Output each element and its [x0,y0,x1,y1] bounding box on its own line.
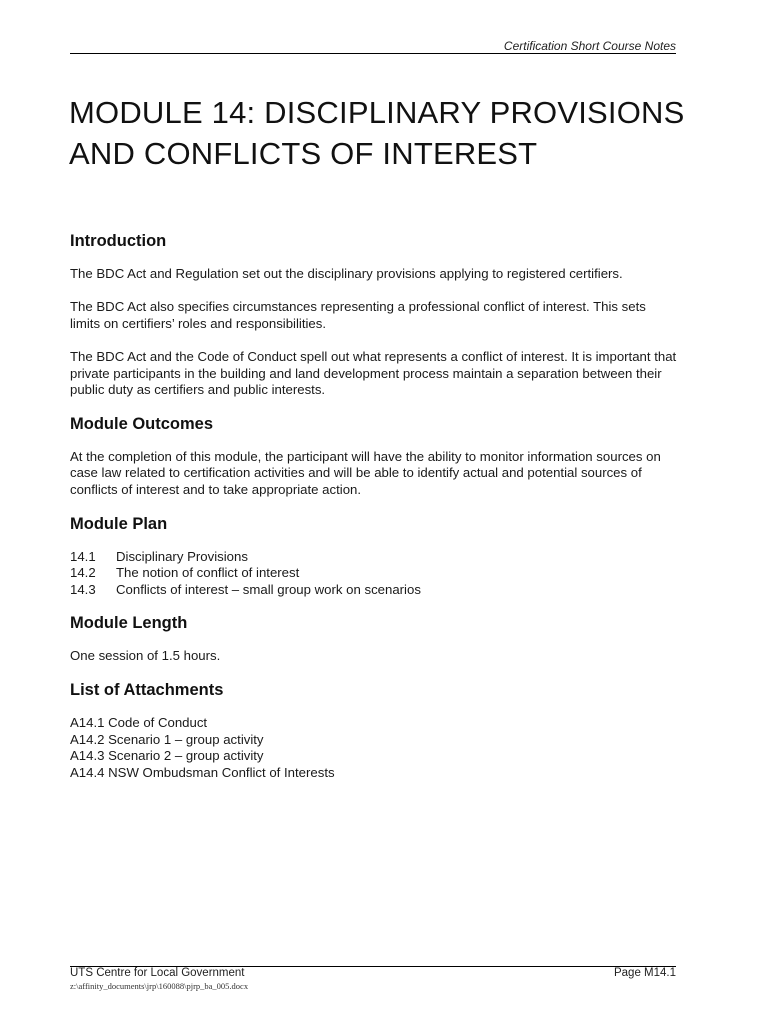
attachment-item: A14.1 Code of Conduct [70,714,208,730]
outcomes-heading: Module Outcomes [70,414,214,433]
introduction-paragraph: The BDC Act also specifies circumstances representing a professional conflict of interest. This sets limits on certifiers’ roles and responsibilities. [70,299,646,331]
plan-item-text: Disciplinary Provisions [116,548,248,564]
attachment-item: A14.3 Scenario 2 – group activity [70,748,264,764]
plan-item [70,565,678,582]
module-title: MODULE 14: DISCIPLINARY PROVISIONS AND CONFLICTS OF INTEREST [69,95,685,171]
plan-item-text: The notion of conflict of interest [116,565,300,581]
attachment-item: A14.4 NSW Ombudsman Conflict of Interests [70,764,335,780]
running-header: Certification Short Course Notes [503,39,676,53]
outcomes-paragraph: At the completion of this module, the participant will have the ability to monitor information sources on case law related to certification activities and will be able to identify actual and potential sources of conflicts of interest and to take appropriate action. [70,448,661,497]
footer-page-number: Page M14.1 [613,967,676,979]
plan-item [70,549,678,566]
document-body [70,231,678,796]
introduction-paragraph: The BDC Act and Regulation set out the disciplinary provisions applying to registered certifiers. [70,266,623,281]
plan-item-number: 14.1 [70,548,96,564]
length-paragraph: One session of 1.5 hours. [70,648,221,664]
length-section [70,613,678,665]
introduction-section [70,231,678,399]
plan-item-number: 14.3 [70,581,96,597]
attachments-section [70,680,678,781]
plan-item-number: 14.2 [70,565,96,581]
introduction-paragraph: The BDC Act and the Code of Conduct spell out what represents a conflict of interest. It is important that private participants in the building and land development process maintain a separation between their public duty as certifiers and public interests. [70,348,677,398]
plan-heading: Module Plan [70,514,168,533]
header-divider [70,53,676,54]
plan-item [70,582,678,599]
plan-section [70,514,678,599]
footer-file-path: z:\affinity_documents\jrp\160088\pjrp_ba_005.docx [70,981,249,991]
attachment-item: A14.2 Scenario 1 – group activity [70,731,264,747]
introduction-heading: Introduction [70,232,167,250]
outcomes-section [70,414,678,499]
length-heading: Module Length [70,614,188,633]
plan-item-text: Conflicts of interest – small group work on scenarios [116,581,421,597]
attachments-heading: List of Attachments [70,680,224,699]
footer-organisation: UTS Centre for Local Government [70,967,245,979]
